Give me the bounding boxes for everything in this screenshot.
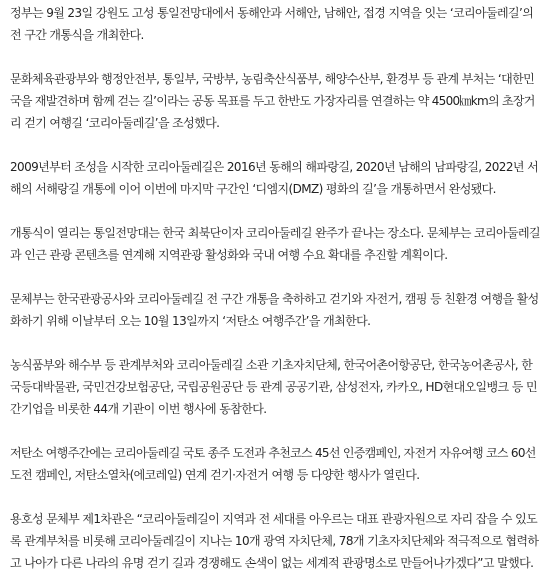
paragraph-spacer (10, 46, 540, 68)
article-paragraph (10, 222, 540, 266)
paragraph-line: 과 인근 관광 콘텐츠를 연계해 지역관광 활성화와 국내 여행 수요 확대를 추진할 계획이다. (10, 248, 448, 262)
paragraph-line: 저탄소 여행주간에는 코리아둘레길 국토 종주 도전과 추천코스 45선 인증캠페인, 자전거 자유여행 코스 60선 (10, 446, 536, 460)
paragraph-line: 문체부는 한국관광공사와 코리아둘레길 전 구간 개통을 축하하고 걷기와 자전거, 캠핑 등 친환경 여행을 활성 (10, 292, 539, 306)
paragraph-spacer (10, 332, 540, 354)
article-paragraph (10, 508, 540, 574)
paragraph-spacer (10, 134, 540, 156)
article-paragraph (10, 442, 540, 486)
article-body (10, 2, 540, 574)
article-paragraph (10, 288, 540, 332)
paragraph-line: 록 관계부처를 비롯해 코리아둘레길이 지나는 10개 광역 자치단체, 78개 기초자치단체와 적극적으로 협력하 (10, 534, 539, 548)
paragraph-line: 리 걷기 여행길 ‘코리아둘레길’을 조성했다. (10, 116, 220, 130)
paragraph-line: 용호성 문체부 제1차관은 “코리아둘레길이 지역과 전 세대를 아우르는 대표 관광자원으로 자리 잡을 수 있도 (10, 512, 538, 526)
paragraph-spacer (10, 200, 540, 222)
paragraph-line: 문화체육관광부와 행정안전부, 통일부, 국방부, 농림축산식품부, 해양수산부, 환경부 등 관계 부처는 ‘대한민 (10, 72, 535, 86)
paragraph-line: 해의 서해랑길 개통에 이어 이번에 마지막 구간인 ‘디엠지(DMZ) 평화의 길’을 개통하면서 완성됐다. (10, 182, 496, 196)
paragraph-line: 농식품부와 해수부 등 관계부처와 코리아둘레길 소관 기초자치단체, 한국어촌어항공단, 한국농어촌공사, 한 (10, 358, 533, 372)
paragraph-line: 간기업을 비롯한 44개 기관이 이번 행사에 동참한다. (10, 402, 267, 416)
paragraph-line: 2009년부터 조성을 시작한 코리아둘레길은 2016년 동해의 해파랑길, 2020년 남해의 남파랑길, 2022년 서 (10, 160, 539, 174)
paragraph-spacer (10, 266, 540, 288)
paragraph-line: 전 구간 개통식을 개최한다. (10, 28, 144, 42)
article-paragraph (10, 354, 540, 420)
paragraph-line: 화하기 위해 이날부터 오는 10월 13일까지 ‘저탄소 여행주간’을 개최한다. (10, 314, 371, 328)
paragraph-line: 도전 캠페인, 저탄소열차(에코레일) 연계 걷기·자전거 여행 등 다양한 행사가 열린다. (10, 468, 420, 482)
paragraph-spacer (10, 486, 540, 508)
article-paragraph (10, 2, 540, 46)
paragraph-line: 국을 재발견하며 함께 걷는 길’이라는 공동 목표를 두고 한반도 가장자리를 연결하는 약 4500㎞km의 초장거 (10, 94, 535, 108)
article-paragraph (10, 68, 540, 134)
paragraph-line: 개통식이 열리는 통일전망대는 한국 최북단이자 코리아둘레길 완주가 끝나는 장소다. 문체부는 코리아둘레길 (10, 226, 541, 240)
article-paragraph (10, 156, 540, 200)
paragraph-line: 국등대박물관, 국민건강보험공단, 국립공원공단 등 관계 공공기관, 삼성전자, 카카오, HD현대오일뱅크 등 민 (10, 380, 537, 394)
paragraph-spacer (10, 420, 540, 442)
paragraph-line: 정부는 9월 23일 강원도 고성 통일전망대에서 동해안과 서해안, 남해안, 접경 지역을 잇는 ‘코리아둘레길’의 (10, 6, 534, 20)
paragraph-line: 고 나아가 다른 나라의 유명 걷기 길과 경쟁해도 손색이 없는 세계적 관광명소로 만들어나가겠다”고 말했다. (10, 556, 534, 570)
